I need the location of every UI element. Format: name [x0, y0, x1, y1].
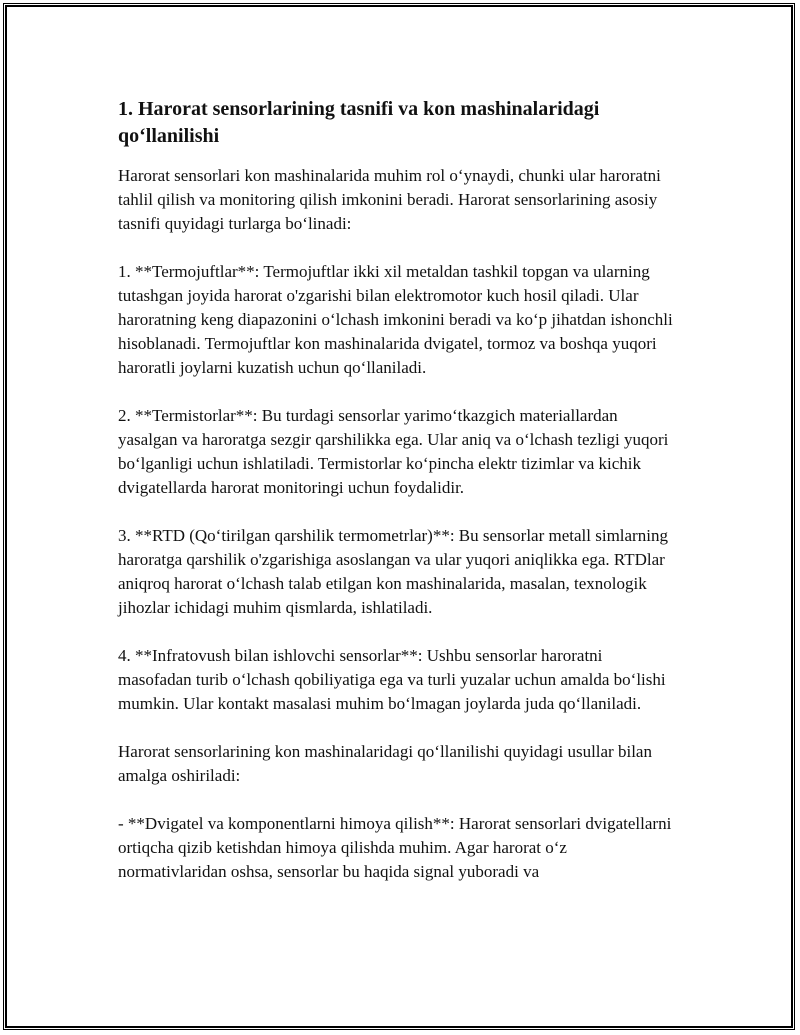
termistorlar-paragraph: 2. **Termistorlar**: Bu turdagi sensorlar yarimo‘tkazgich materiallardan yasalgan va haroratga sezgir qarshilikka ega. Ular aniq va o‘lchash tezligi yuqori bo‘lganligi uchun ishlatiladi. Termistorlar ko‘pincha elektr tizimlar va kichik dvigatellarda harorat monitoringi uchun foydalidir.	[118, 406, 669, 497]
termojuftlar-paragraph: 1. **Termojuftlar**: Termojuftlar ikki xil metaldan tashkil topgan va ularning tutashgan joyida harorat o'zgarishi bilan elektromotor kuch hosil qiladi. Ular haroratning keng diapazonini o‘lchash imkonini beradi va ko‘p jihatdan ishonchli hisoblanadi. Termojuftlar kon mashinalarida dvigatel, tormoz va boshqa yuqori haroratli joylarni kuzatish uchun qo‘llaniladi.	[118, 262, 673, 377]
applications-intro-paragraph: Harorat sensorlarining kon mashinalaridagi qo‘llanilishi quyidagi usullar bilan amalga oshiriladi:	[118, 742, 652, 785]
infratovush-paragraph: 4. **Infratovush bilan ishlovchi sensorlar**: Ushbu sensorlar haroratni masofadan turib o‘lchash qobiliyatiga ega va turli yuzalar uchun amalda bo‘lishi mumkin. Ular kontakt masalasi muhim bo‘lmagan joylarda juda qo‘llaniladi.	[118, 646, 666, 713]
rtd-paragraph: 3. **RTD (Qo‘tirilgan qarshilik termometrlar)**: Bu sensorlar metall simlarning haroratga qarshilik o'zgarishiga asoslangan va ular yuqori aniqlikka ega. RTDlar aniqroq harorat o‘lchash talab etilgan kon mashinalarida, masalan, texnologik jihozlar ichidagi muhim qismlarda, ishlatiladi.	[118, 526, 668, 617]
dvigatel-paragraph: - **Dvigatel va komponentlarni himoya qilish**: Harorat sensorlari dvigatellarni ortiqcha qizib ketishdan himoya qilishda muhim. Agar harorat o‘z normativlaridan oshsa, sensorlar bu haqida signal yuboradi va	[118, 814, 672, 881]
section-heading: 1. Harorat sensorlarining tasnifi va kon mashinalaridagi qo‘llanilishi	[118, 98, 600, 147]
intro-paragraph: Harorat sensorlari kon mashinalarida muhim rol o‘ynaydi, chunki ular haroratni tahlil qilish va monitoring qilish imkonini beradi. Harorat sensorlarining asosiy tasnifi quyidagi turlarga bo‘linadi:	[118, 166, 661, 233]
document-body	[118, 96, 678, 884]
